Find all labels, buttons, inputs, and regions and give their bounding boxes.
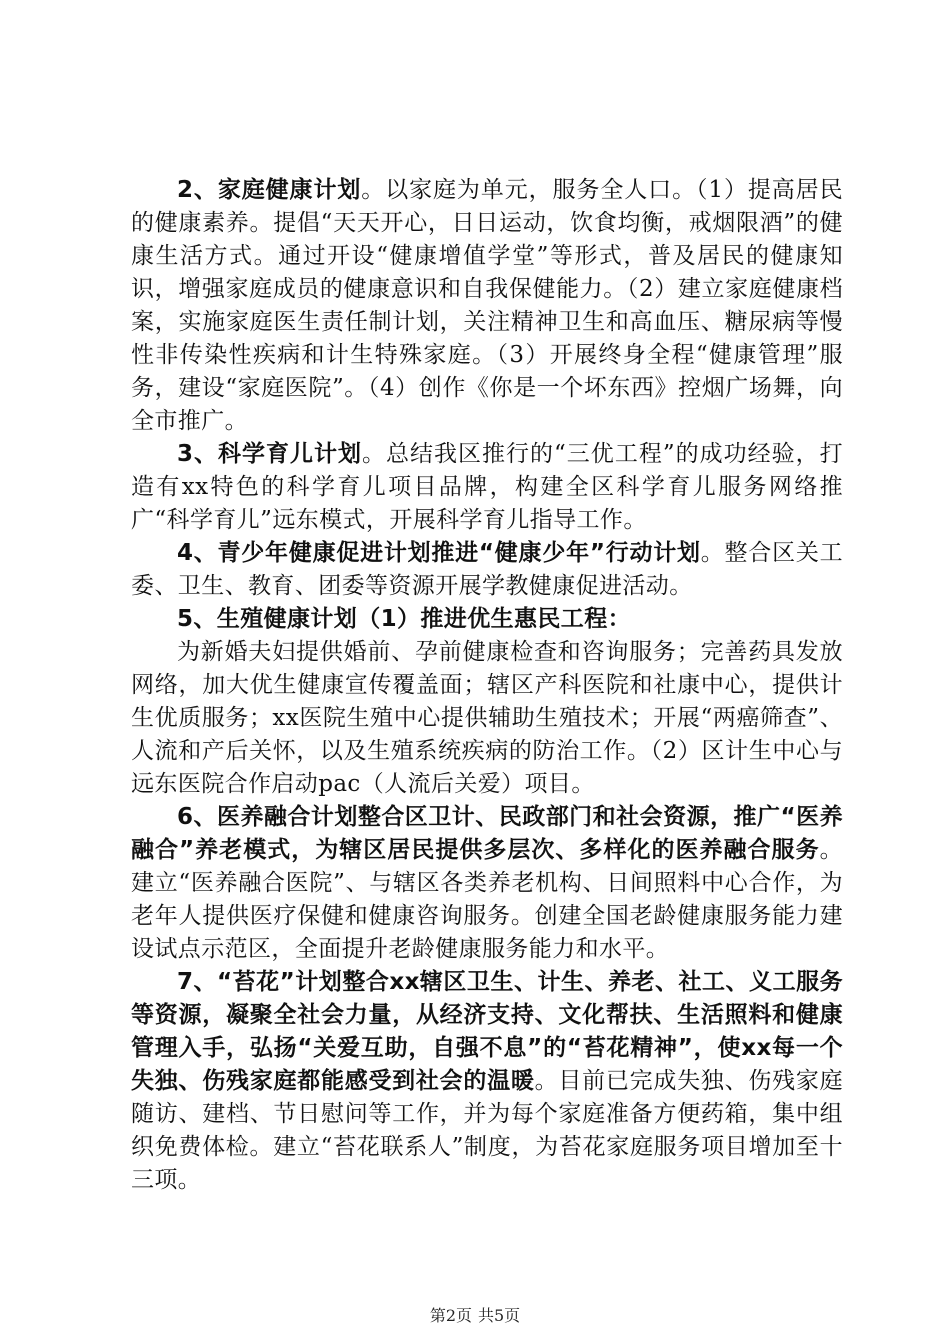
paragraph-text: 。建立“医养融合医院”、与辖区各类养老机构、日间照料中心合作，为老年人提供医疗保健和健康咨询服务。创建全国老龄健康服务能力建设试点示范区，全面提升老龄健康服务能力和水平。 [131,837,843,962]
paragraph-reproductive-health [131,603,843,636]
page-number: 第2页 [429,1306,472,1325]
paragraph-family-health [131,174,843,438]
document-body [131,174,843,1197]
paragraph-medical-elderly-care [131,801,843,966]
paragraph-reproductive-details [131,636,843,801]
paragraph-taihua-plan [131,966,843,1197]
paragraph-heading: 7、“苔花”计划整合xx辖区卫生、计生、养老、社工、义工服务等资源，凝聚全社会力量，从经济支持、文化帮扶、生活照料和健康管理入手，弘扬“关爱互助，自强不息”的“苔花精神”，使xx每一个失独、伤残家庭都能感受到社会的温暖 [131,969,843,1094]
paragraph-heading: 3、科学育儿计划 [177,441,363,467]
paragraph-text: 。以家庭为单元，服务全人口。（1）提高居民的健康素养。提倡“天天开心，日日运动，饮食均衡，戒烟限酒”的健康生活方式。通过开设“健康增值学堂”等形式，普及居民的健康知识，增强家庭成员的健康意识和自我保健能力。（2）建立家庭健康档案，实施家庭医生责任制计划，关注精神卫生和高血压、糖尿病等慢性非传染性疾病和计生特殊家庭。（3）开展终身全程“健康管理”服务，建设“家庭医院”。（4）创作《你是一个坏东西》控烟广场舞，向全市推广。 [131,177,843,434]
paragraph-text: 为新婚夫妇提供婚前、孕前健康检查和咨询服务；完善药具发放网络，加大优生健康宣传覆盖面；辖区产科医院和社康中心，提供计生优质服务；xx医院生殖中心提供辅助生殖技术；开展“两癌筛查”、人流和产后关怀，以及生殖系统疾病的防治工作。（2）区计生中心与远东医院合作启动pac（人流后关爱）项目。 [131,639,843,797]
paragraph-heading: 2、家庭健康计划 [177,177,362,203]
page-footer [0,1303,950,1326]
paragraph-parenting [131,438,843,537]
paragraph-text: 。目前已完成失独、伤残家庭随访、建档、节日慰问等工作，并为每个家庭准备方便药箱，集中组织免费体检。建立“苔花联系人”制度，为苔花家庭服务项目增加至十三项。 [131,1068,843,1193]
paragraph-text: 。整合区关工委、卫生、教育、团委等资源开展学教健康促进活动。 [131,540,843,599]
paragraph-text: 。总结我区推行的“三优工程”的成功经验，打造有xx特色的科学育儿项目品牌，构建全区科学育儿服务网络推广“科学育儿”远东模式，开展科学育儿指导工作。 [131,441,843,533]
page-total: 共5页 [478,1306,521,1325]
paragraph-heading: 5、生殖健康计划（1）推进优生惠民工程： [177,606,632,632]
paragraph-youth-health [131,537,843,603]
paragraph-heading: 6、医养融合计划整合区卫计、民政部门和社会资源，推广“医养融合”养老模式，为辖区居民提供多层次、多样化的医养融合服务 [131,804,843,863]
paragraph-heading: 4、青少年健康促进计划推进“健康少年”行动计划 [177,540,701,566]
